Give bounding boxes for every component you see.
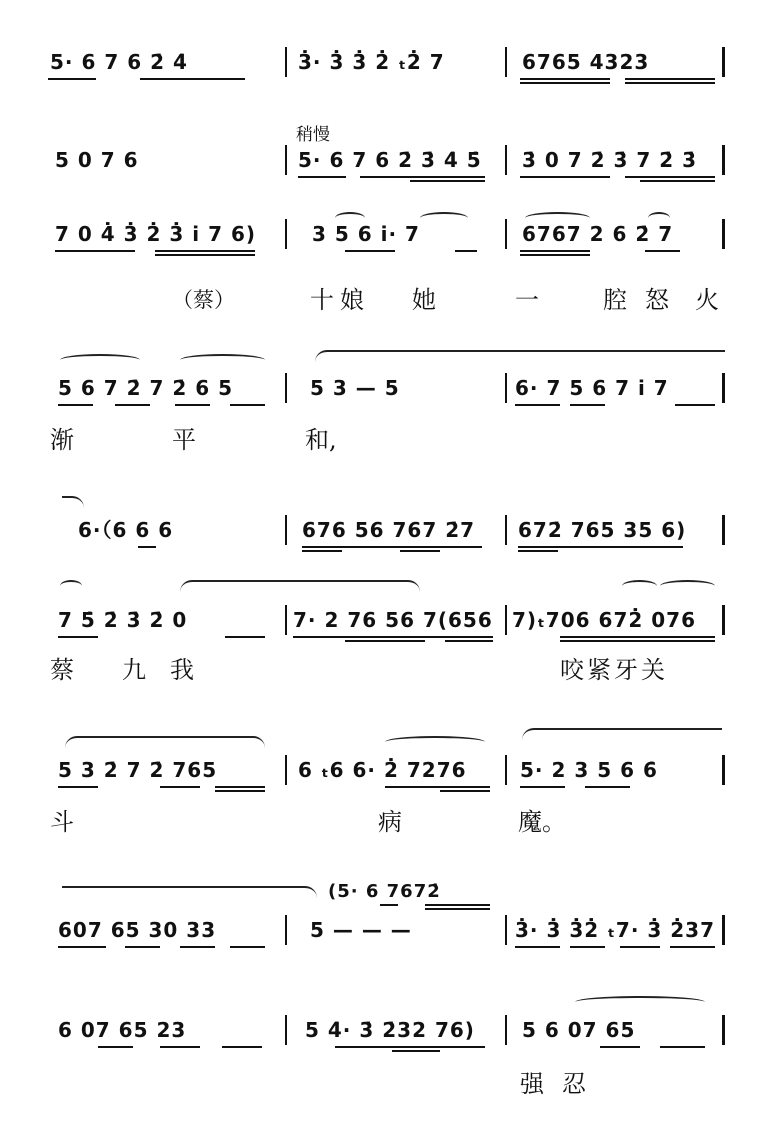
- underline: [140, 78, 245, 80]
- score-row-6: [0, 580, 772, 690]
- lyric: 一: [515, 286, 539, 314]
- measure: 607 65 30 33: [58, 918, 217, 942]
- underline: [645, 250, 680, 252]
- underline: [335, 1046, 485, 1048]
- underline: [115, 404, 150, 406]
- lyric: 她: [412, 286, 436, 314]
- measure: 6·（6 6 6: [78, 518, 174, 542]
- underline: [215, 790, 265, 792]
- measure: 5 0 7 6: [55, 148, 139, 172]
- underline: [520, 82, 610, 84]
- underline: [380, 904, 398, 906]
- barline: [505, 515, 507, 545]
- measure: 5· 2 3 5 6 6̇: [520, 758, 658, 782]
- underline: [55, 250, 135, 252]
- measure: 7)ₜ706 672̇ 076: [512, 608, 696, 632]
- underline: [293, 636, 493, 638]
- lyric: 忍: [562, 1070, 586, 1098]
- underline: [425, 908, 490, 910]
- score-row-9: [0, 996, 772, 1106]
- underline: [345, 250, 395, 252]
- underline: [302, 550, 342, 552]
- underline: [302, 546, 482, 548]
- measure: 5 — — —: [310, 918, 412, 942]
- lyric: 渐: [50, 426, 74, 454]
- barline: [722, 515, 725, 545]
- barline: [505, 1015, 507, 1045]
- underline: [58, 636, 98, 638]
- lyric: 腔: [603, 286, 627, 314]
- measure: 6 ₜ6 6· 2̇ 7276: [298, 758, 467, 782]
- underline: [155, 254, 255, 256]
- underline: [620, 946, 660, 948]
- underline: [155, 250, 255, 252]
- underline: [625, 78, 715, 80]
- barline: [722, 605, 725, 635]
- lyric: 强: [520, 1070, 544, 1098]
- tempo-marking: 稍慢: [296, 125, 330, 145]
- underline: [445, 640, 493, 642]
- underline: [345, 640, 425, 642]
- barline: [285, 915, 287, 945]
- measure: 5 6 7 2̇ 7 2̇ 6 5: [58, 376, 234, 400]
- barline: [285, 219, 287, 249]
- underline: [58, 786, 98, 788]
- barline: [285, 47, 287, 77]
- lyric: 和,: [305, 426, 337, 454]
- lyric: 病: [378, 808, 402, 836]
- lyric: 九: [122, 656, 146, 684]
- barline: [285, 1015, 287, 1045]
- lyric: 我: [170, 656, 194, 684]
- measure: 672̇ 765 35 6): [518, 518, 687, 542]
- barline: [505, 47, 507, 77]
- score-row-2: [0, 148, 772, 218]
- underline: [180, 946, 215, 948]
- underline: [440, 790, 490, 792]
- underline: [570, 404, 605, 406]
- score-row-8: [0, 880, 772, 970]
- underline: [360, 176, 485, 178]
- underline: [425, 904, 490, 906]
- underline: [518, 550, 558, 552]
- measure: 5 4̇· 3̇ 2̇32 76): [305, 1018, 475, 1042]
- underline: [230, 946, 265, 948]
- underline: [515, 946, 560, 948]
- lyric: 咬紧牙关: [560, 656, 668, 684]
- measure: 5 3 — 5: [310, 376, 400, 400]
- lyric: 怒: [645, 286, 669, 314]
- underline: [48, 78, 96, 80]
- underline: [215, 786, 265, 788]
- score-row-4: [0, 348, 772, 458]
- lyric: 十: [310, 286, 334, 314]
- lyric: 魔。: [518, 808, 566, 836]
- underline: [640, 180, 715, 182]
- underline: [675, 404, 715, 406]
- lyric: 火: [695, 286, 719, 314]
- barline: [722, 219, 725, 249]
- underline: [560, 640, 715, 642]
- underline: [625, 176, 715, 178]
- barline: [722, 145, 725, 175]
- underline: [570, 946, 605, 948]
- measure: 7· 2 76 56 7(656: [293, 608, 493, 632]
- underline: [520, 176, 610, 178]
- underline: [625, 82, 715, 84]
- barline: [505, 219, 507, 249]
- underline: [58, 404, 93, 406]
- underline: [520, 254, 590, 256]
- score-row-7: [0, 728, 772, 838]
- underline: [98, 1046, 133, 1048]
- measure: 3 5 6 i· 7: [312, 222, 420, 246]
- underline: [600, 1046, 640, 1048]
- barline: [505, 605, 507, 635]
- underline: [400, 550, 440, 552]
- slur: [62, 886, 317, 898]
- barline: [722, 915, 725, 945]
- underline: [392, 1050, 440, 1052]
- underline: [222, 1046, 262, 1048]
- lyric: 平: [172, 426, 196, 454]
- lyric: （蔡）: [172, 288, 235, 312]
- measure: 676 56 767 2̇7: [302, 518, 476, 542]
- underline: [455, 250, 477, 252]
- slur: [575, 996, 705, 1008]
- underline: [410, 180, 485, 182]
- underline: [670, 946, 715, 948]
- barline: [722, 373, 725, 403]
- underline: [160, 786, 200, 788]
- prelude-note: (5· 6 7672̇: [328, 881, 441, 902]
- underline: [125, 946, 160, 948]
- measure: 7 5̇ 2̇ 3̇ 2̇ 0: [58, 608, 188, 632]
- lyric: 娘: [340, 286, 364, 314]
- measure: 3̇· 3̇ 3̇2̇ ₜ7· 3̇ 2̇37: [515, 918, 716, 942]
- underline: [58, 946, 106, 948]
- barline: [722, 47, 725, 77]
- lyric: 蔡: [50, 656, 74, 684]
- barline: [285, 145, 287, 175]
- measure: 6767 2 6 2̇ 7: [522, 222, 674, 246]
- underline: [175, 404, 210, 406]
- barline: [505, 373, 507, 403]
- underline: [298, 176, 346, 178]
- underline: [660, 1046, 705, 1048]
- barline: [505, 145, 507, 175]
- underline: [225, 636, 265, 638]
- measure: 3̇ 0 7 2̇ 3̇ 7 2̇ 3̇: [522, 148, 698, 172]
- barline: [505, 915, 507, 945]
- lyric: 斗: [50, 808, 74, 836]
- barline: [285, 605, 287, 635]
- underline: [520, 78, 610, 80]
- underline: [160, 1046, 200, 1048]
- underline: [230, 404, 265, 406]
- measure: 7 0 4̇ 3̇ 2̇ 3̇ i 7 6): [55, 222, 257, 246]
- underline: [560, 636, 715, 638]
- underline: [138, 546, 156, 548]
- score-row-1: [0, 50, 772, 120]
- score-row-3: [0, 212, 772, 322]
- barline: [285, 515, 287, 545]
- underline: [518, 546, 683, 548]
- measure: 5· 6 7 6 2̇ 3̇ 4̇ 5̇: [298, 148, 482, 172]
- measure: 6 07 65 23: [58, 1018, 187, 1042]
- underline: [515, 404, 560, 406]
- underline: [520, 250, 590, 252]
- measure: 6765 4323: [522, 50, 650, 74]
- underline: [585, 786, 630, 788]
- measure: 5 6 07 65: [522, 1018, 636, 1042]
- barline: [505, 755, 507, 785]
- barline: [285, 373, 287, 403]
- measure: 5 3 2̇ 7 2̇ 765: [58, 758, 218, 782]
- barline: [285, 755, 287, 785]
- barline: [722, 755, 725, 785]
- underline: [520, 786, 565, 788]
- score-row-5: [0, 496, 772, 566]
- underline: [385, 786, 490, 788]
- measure: 6· 7 5 6 7 i 7: [515, 376, 669, 400]
- measure: 3̇· 3̇ 3̇ 2̇ ₜ2̇ 7: [298, 50, 445, 74]
- measure: 5· 6 7 6 2̇ 4̇: [50, 50, 188, 74]
- barline: [722, 1015, 725, 1045]
